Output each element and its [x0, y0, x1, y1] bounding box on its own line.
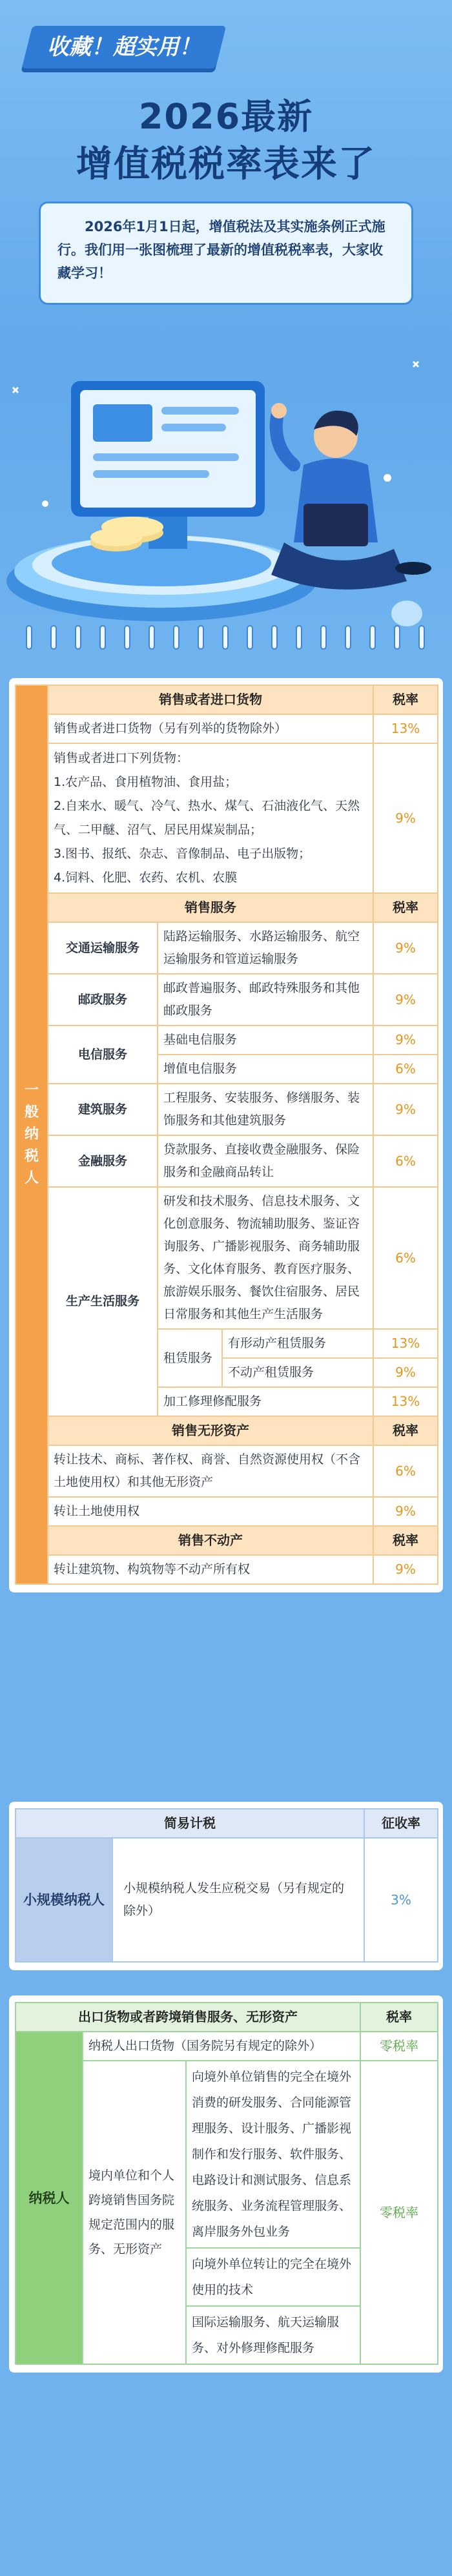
table-row: [15, 1809, 438, 1838]
table-row: [15, 1025, 438, 1055]
intangible-item: 转让技术、商标、著作权、商誉、自然资源使用权（不含土地使用权）和其他无形资产: [48, 1445, 373, 1497]
table-row: [15, 1084, 438, 1135]
service-desc: 增值电信服务: [158, 1055, 373, 1084]
table-row: [15, 2032, 438, 2061]
list-title: 销售或者进口下列货物：: [54, 751, 189, 765]
table-row: [15, 1135, 438, 1187]
title-line2: 增值税税率表来了: [76, 143, 376, 185]
goods-listed-items: [48, 743, 373, 893]
service-rate: 6%: [373, 1055, 438, 1084]
service-rate: 6%: [373, 1135, 438, 1187]
export-goods-item: 纳税人出口货物（国务院另有规定的除外）: [83, 2032, 360, 2061]
cross-border-item: 国际运输服务、航天运输服务、对外修理修配服务: [186, 2306, 360, 2364]
service-desc: 基础电信服务: [158, 1025, 373, 1055]
service-desc: 陆路运输服务、水路运输服务、航空运输服务和管道运输服务: [158, 922, 373, 974]
service-desc: 研发和技术服务、信息技术服务、文化创意服务、物流辅助服务、鉴证咨询服务、广播影视服务、商务辅助服务、文化体育服务、教育医疗服务、旅游娱乐服务、餐饮住宿服务、居民日常服务和其他生产生活服务: [158, 1187, 373, 1329]
simple-header: 简易计税: [15, 1809, 364, 1838]
service-rate: 6%: [373, 1187, 438, 1329]
table-row: [15, 1445, 438, 1497]
service-rate: 9%: [373, 974, 438, 1025]
lease-immovable-rate: 9%: [373, 1358, 438, 1387]
table-row: [15, 922, 438, 974]
list-item: 1.农产品、食用植物油、食用盐；: [54, 775, 238, 789]
land-use-item: 转让土地使用权: [48, 1497, 373, 1526]
goods-section-header: 销售或者进口货物: [48, 685, 373, 714]
list-item: 4.饲料、化肥、农药、农机、农膜: [54, 871, 238, 885]
cross-border-rate: 零税率: [360, 2061, 438, 2364]
rate-column-header: 税率: [373, 685, 438, 714]
list-item: 3.图书、报纸、杂志、音像制品、电子出版物；: [54, 847, 311, 861]
realestate-section-header: 销售不动产: [48, 1526, 373, 1555]
goods-general-item: 销售或者进口货物（另有列举的货物除外）: [48, 714, 373, 743]
cross-border-label: 境内单位和个人跨境销售国务院规定范围内的服务、无形资产: [83, 2061, 186, 2364]
processing-service: 加工修理修配服务: [158, 1387, 373, 1416]
export-rate-table: [15, 2002, 438, 2365]
taxpayer-label: 纳税人: [15, 2032, 83, 2364]
intro-text: 2026年1月1日起，增值税法及其实施条例正式施行。我们用一张图梳理了最新的增值税税率表，大家收藏学习！: [39, 201, 413, 305]
hero-banner: [0, 0, 452, 652]
service-name: 建筑服务: [48, 1084, 158, 1135]
service-desc: 工程服务、安装服务、修缮服务、装饰服务和其他建筑服务: [158, 1084, 373, 1135]
computer-illustration: [0, 310, 452, 646]
simple-tax-card: [9, 1802, 443, 1970]
title-line1: 2026最新: [138, 96, 314, 137]
rate-column-header: 税率: [360, 2003, 438, 2032]
land-use-rate: 9%: [373, 1497, 438, 1526]
collect-badge: 收藏！超实用！: [22, 26, 226, 68]
service-desc: 邮政普遍服务、邮政特殊服务和其他邮政服务: [158, 974, 373, 1025]
table-row: [15, 1497, 438, 1526]
table-row: [15, 743, 438, 893]
service-name: 金融服务: [48, 1135, 158, 1187]
export-header: 出口货物或者跨境销售服务、无形资产: [15, 2003, 360, 2032]
notebook-binding: [0, 625, 452, 652]
cross-border-item: 向境外单位转让的完全在境外使用的技术: [186, 2248, 360, 2306]
general-rate-table: [15, 685, 438, 1585]
lease-immovable: 不动产租赁服务: [222, 1358, 373, 1387]
general-taxpayer-card: [9, 678, 443, 1592]
table-row: [15, 1555, 438, 1584]
goods-listed-rate: 9%: [373, 743, 438, 893]
lease-movable-rate: 13%: [373, 1329, 438, 1358]
table-row: [15, 2003, 438, 2032]
export-goods-rate: 零税率: [360, 2032, 438, 2061]
small-scale-desc: 小规模纳税人发生应税交易（另有规定的除外）: [112, 1838, 364, 1962]
service-name: 邮政服务: [48, 974, 158, 1025]
table-row: [15, 1838, 438, 1962]
service-name: 生产生活服务: [48, 1187, 158, 1416]
table-row: [15, 893, 438, 922]
lease-label: 租赁服务: [158, 1329, 222, 1387]
intangible-rate: 6%: [373, 1445, 438, 1497]
intangible-section-header: 销售无形资产: [48, 1416, 373, 1445]
levy-rate-header: 征收率: [364, 1809, 438, 1838]
service-rate: 9%: [373, 1025, 438, 1055]
small-scale-label: 小规模纳税人: [15, 1838, 112, 1962]
service-rate: 9%: [373, 922, 438, 974]
rate-column-header: 税率: [373, 1416, 438, 1445]
general-side-label: 一般纳税人: [15, 685, 48, 1584]
table-row: [15, 685, 438, 714]
table-row: [15, 714, 438, 743]
table-row: [15, 1416, 438, 1445]
list-item: 2.自来水、暖气、冷气、热水、煤气、石油液化气、天然气、二甲醚、沼气、居民用煤炭制品；: [54, 799, 360, 837]
realestate-rate: 9%: [373, 1555, 438, 1584]
table-row: [15, 974, 438, 1025]
export-card: [9, 1995, 443, 2373]
rate-column-header: 税率: [373, 893, 438, 922]
goods-general-rate: 13%: [373, 714, 438, 743]
service-name: 交通运输服务: [48, 922, 158, 974]
rate-column-header: 税率: [373, 1526, 438, 1555]
service-rate: 9%: [373, 1084, 438, 1135]
small-scale-rate: 3%: [364, 1838, 438, 1962]
service-desc: 贷款服务、直接收费金融服务、保险服务和金融商品转让: [158, 1135, 373, 1187]
table-row: [15, 1187, 438, 1329]
simple-rate-table: [15, 1808, 438, 1963]
processing-rate: 13%: [373, 1387, 438, 1416]
lease-movable: 有形动产租赁服务: [222, 1329, 373, 1358]
service-name: 电信服务: [48, 1025, 158, 1084]
realestate-item: 转让建筑物、构筑物等不动产所有权: [48, 1555, 373, 1584]
services-section-header: 销售服务: [48, 893, 373, 922]
cross-border-item: 向境外单位销售的完全在境外消费的研发服务、合同能源管理服务、设计服务、广播影视制作和发行服务、软件服务、电路设计和测试服务、信息系统服务、业务流程管理服务、离岸服务外包业务: [186, 2061, 360, 2248]
table-row: [15, 1526, 438, 1555]
